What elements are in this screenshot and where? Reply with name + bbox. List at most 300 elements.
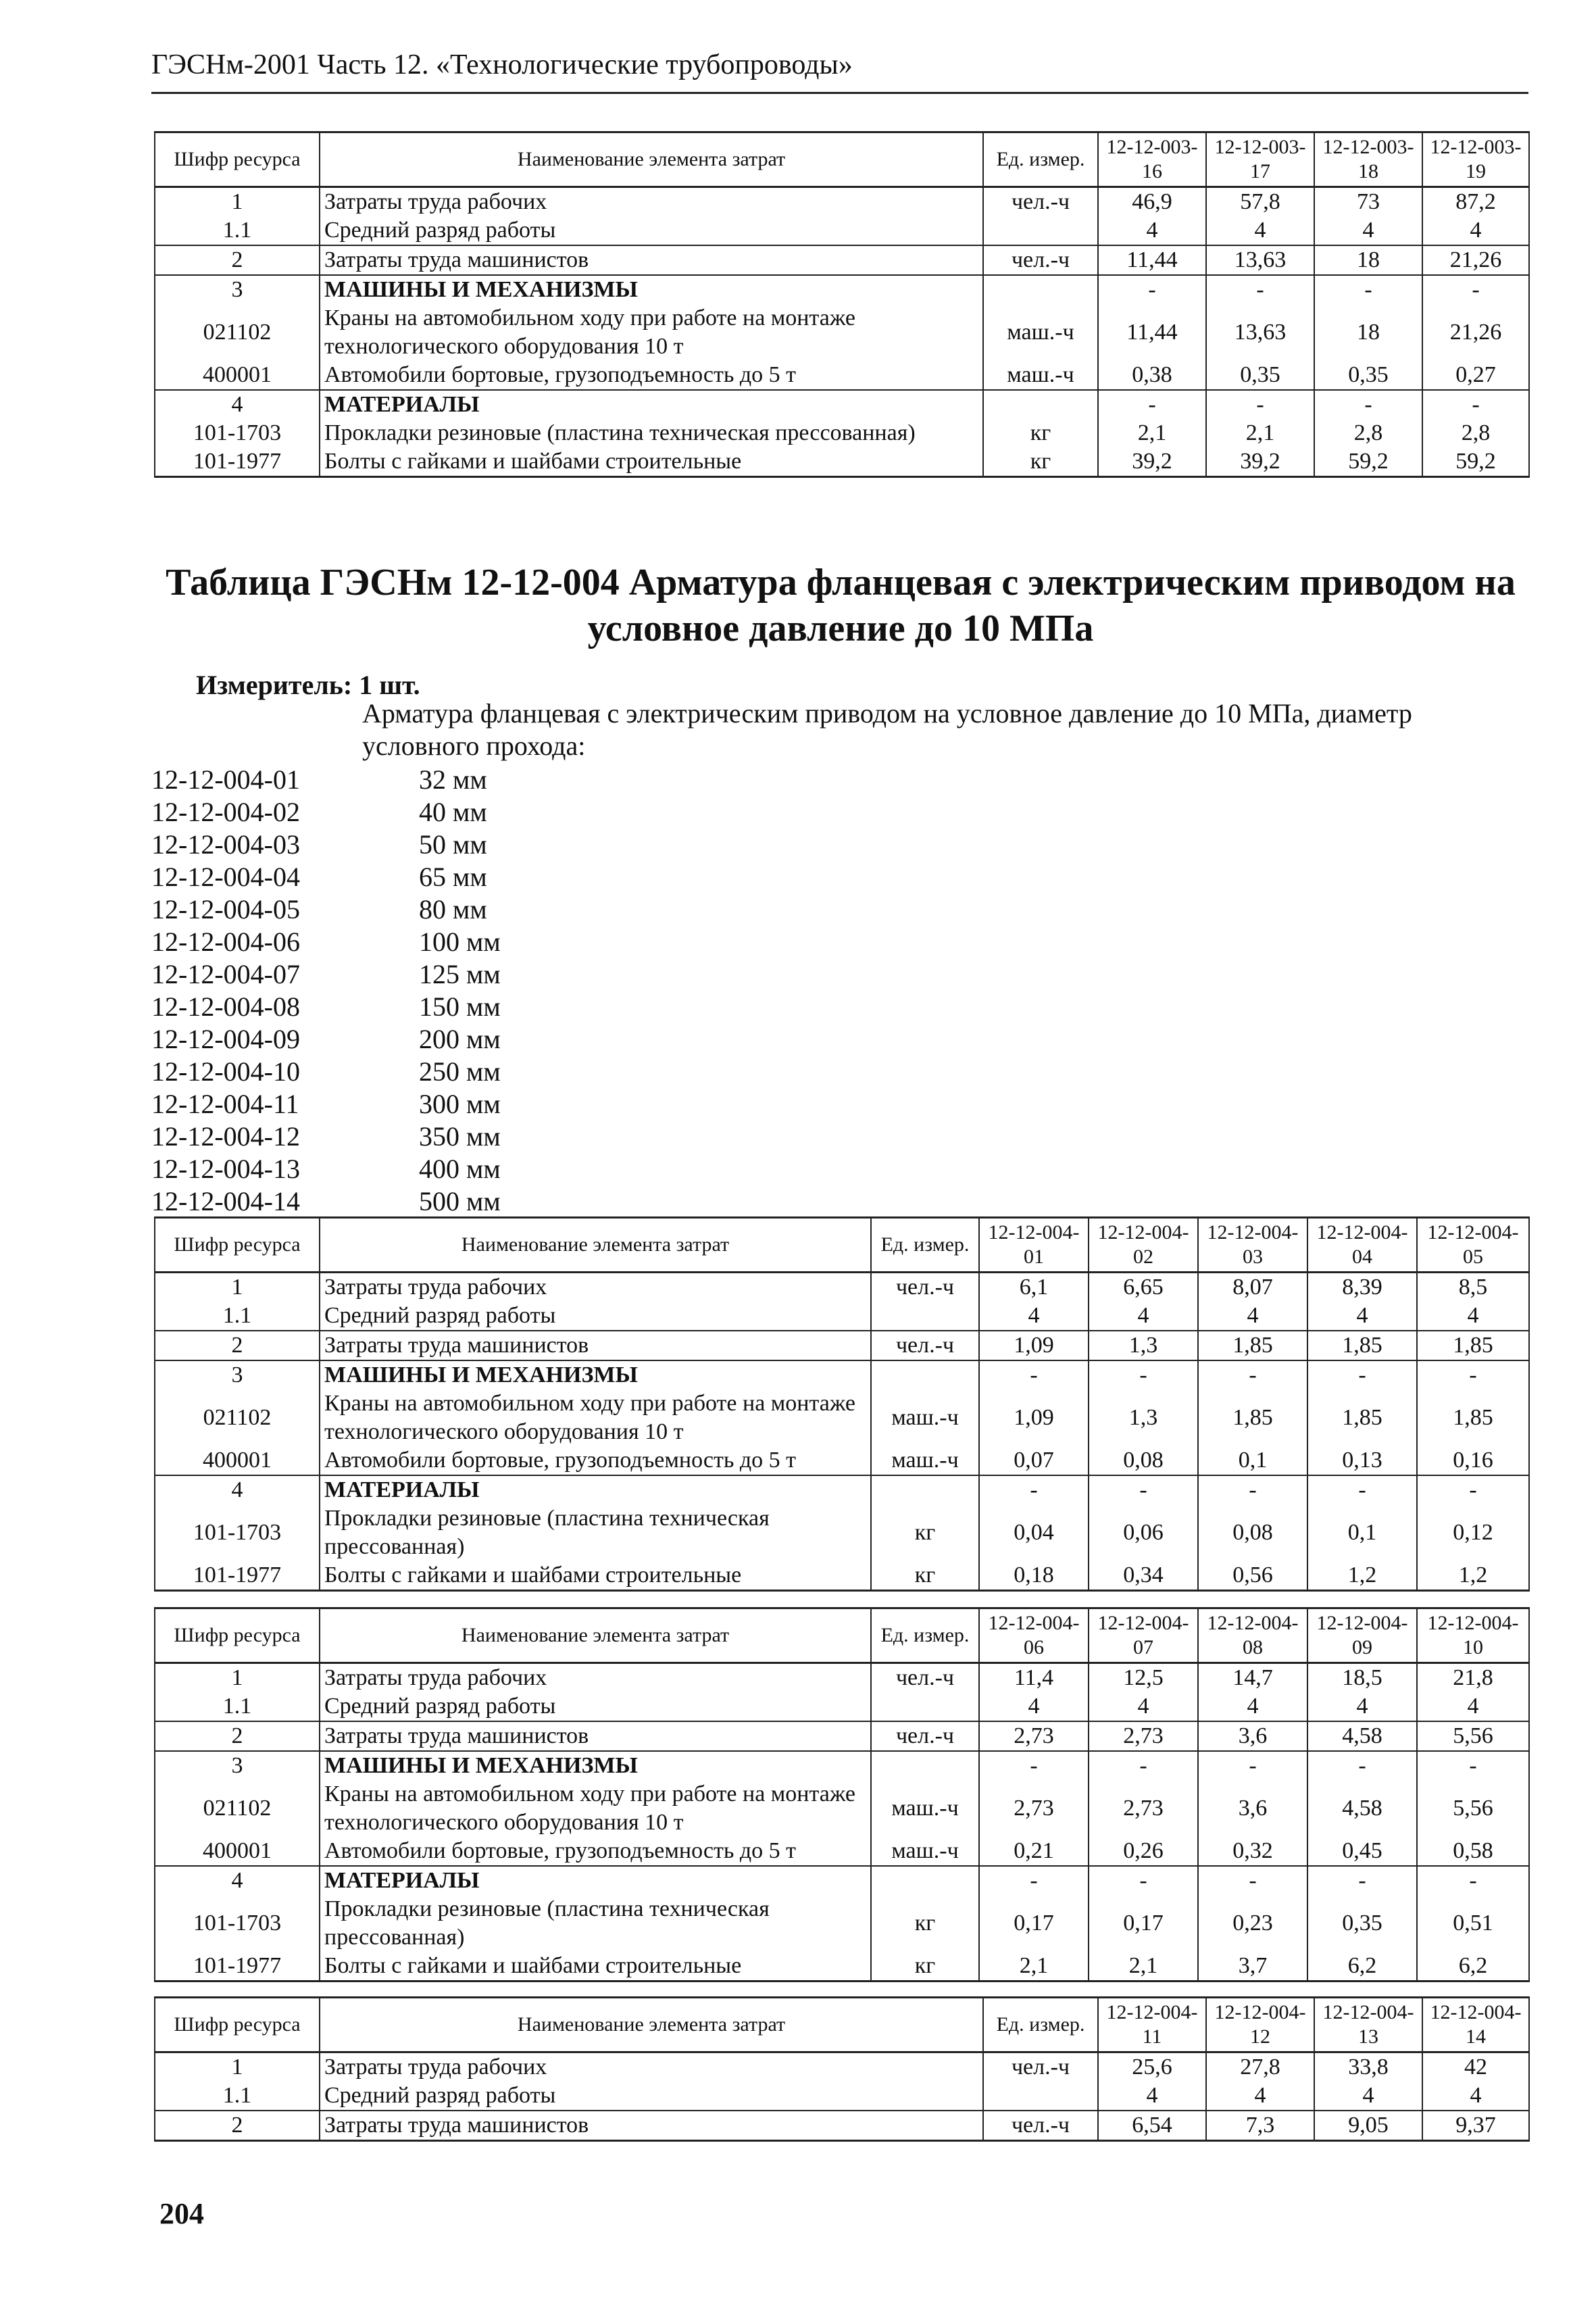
norm-value: 4 — [1098, 2082, 1206, 2111]
norm-value: 0,08 — [1089, 1446, 1198, 1475]
norm-value: 1,85 — [1198, 1389, 1307, 1446]
item-diameter: 50 мм — [419, 829, 487, 860]
norm-value: - — [1098, 390, 1206, 419]
unit — [871, 1751, 979, 1780]
table-row — [155, 1952, 1529, 1981]
unit — [871, 1302, 979, 1331]
norm-value: 4 — [1198, 1302, 1307, 1331]
header-norm-code: 12-12-004-09 — [1307, 1608, 1417, 1663]
norm-value: 1,3 — [1089, 1331, 1198, 1360]
unit: чел.-ч — [871, 1663, 979, 1693]
cost-element-name: Затраты труда рабочих — [320, 187, 983, 217]
unit: маш.-ч — [871, 1446, 979, 1475]
cost-element-name: Затраты труда рабочих — [320, 2052, 983, 2082]
norm-value: - — [1314, 390, 1422, 419]
resource-code: 101-1977 — [155, 1952, 320, 1981]
cost-element-name: Прокладки резиновые (пластина техническая прессованная) — [320, 1504, 871, 1561]
norm-value: 18 — [1314, 245, 1422, 275]
cost-element-name: Автомобили бортовые, грузоподъемность до 5 т — [320, 1837, 871, 1866]
norm-value: 1,85 — [1417, 1389, 1529, 1446]
cost-element-name: Средний разряд работы — [320, 1692, 871, 1721]
resource-code: 101-1977 — [155, 1561, 320, 1591]
table-row — [155, 1475, 1529, 1504]
cost-element-name: Краны на автомобильном ходу при работе на монтаже технологического оборудования 10 т — [320, 1389, 871, 1446]
cost-element-name: МАТЕРИАЛЫ — [320, 1866, 871, 1895]
norm-value: 39,2 — [1206, 447, 1314, 477]
resource-code: 021102 — [155, 1389, 320, 1446]
section-title: Таблица ГЭСНм 12-12-004 Арматура фланцевая с электрическим приводом на условное давление до 10 МПа — [166, 562, 1516, 649]
norm-value: - — [979, 1751, 1089, 1780]
norm-value: 42 — [1422, 2052, 1529, 2082]
resource-code: 021102 — [155, 304, 320, 361]
norm-value: 1,09 — [979, 1389, 1089, 1446]
work-description: Арматура фланцевая с электрическим приводом на условное давление до 10 МПа, диаметр условного прохода: — [362, 698, 1412, 761]
norm-value: 0,45 — [1307, 1837, 1417, 1866]
norm-value: 0,08 — [1198, 1504, 1307, 1561]
norm-value: 11,44 — [1098, 245, 1206, 275]
resource-code: 1 — [155, 187, 320, 217]
header-norm-code: 12-12-004-04 — [1307, 1218, 1417, 1273]
norm-value: 27,8 — [1206, 2052, 1314, 2082]
norm-value: - — [1089, 1751, 1198, 1780]
norm-value: 0,07 — [979, 1446, 1089, 1475]
table-row — [155, 1504, 1529, 1561]
item-code: 12-12-004-13 — [151, 1154, 300, 1184]
unit — [871, 1360, 979, 1389]
item-code: 12-12-004-08 — [151, 991, 300, 1022]
item-row — [151, 1056, 501, 1088]
resource-code: 3 — [155, 1751, 320, 1780]
norm-value: 4 — [1422, 2082, 1529, 2111]
unit: маш.-ч — [983, 361, 1098, 390]
norm-value: - — [1422, 275, 1529, 304]
item-code: 12-12-004-14 — [151, 1186, 300, 1216]
table-row — [155, 1389, 1529, 1446]
norm-value: 9,37 — [1422, 2111, 1529, 2141]
cost-element-name: МАТЕРИАЛЫ — [320, 390, 983, 419]
norm-value: 57,8 — [1206, 187, 1314, 217]
norm-value: 4 — [979, 1692, 1089, 1721]
item-row — [151, 1088, 501, 1121]
cost-element-name: Автомобили бортовые, грузоподъемность до 5 т — [320, 361, 983, 390]
table-row — [155, 1331, 1529, 1360]
norm-value: - — [1307, 1360, 1417, 1389]
resource-code: 4 — [155, 1475, 320, 1504]
norm-value: 0,13 — [1307, 1446, 1417, 1475]
norm-value: 2,8 — [1314, 419, 1422, 447]
norm-value: 3,7 — [1198, 1952, 1307, 1981]
unit: кг — [871, 1561, 979, 1591]
norm-value: - — [1417, 1751, 1529, 1780]
norm-value: - — [1307, 1751, 1417, 1780]
header-norm-code: 12-12-004-10 — [1417, 1608, 1529, 1663]
unit: маш.-ч — [871, 1780, 979, 1837]
header-name: Наименование элемента затрат — [320, 1218, 871, 1273]
item-row — [151, 958, 501, 991]
table-row — [155, 216, 1529, 245]
norm-value: 4 — [1314, 216, 1422, 245]
unit: кг — [983, 419, 1098, 447]
norm-value: 8,5 — [1417, 1273, 1529, 1302]
norm-value: 2,1 — [1206, 419, 1314, 447]
norm-value: - — [1206, 275, 1314, 304]
resource-code: 400001 — [155, 1837, 320, 1866]
header-rule — [151, 92, 1528, 94]
table-header-row — [155, 132, 1529, 187]
norm-value: 0,38 — [1098, 361, 1206, 390]
cost-element-name: Болты с гайками и шайбами строительные — [320, 1561, 871, 1591]
table-row — [155, 1837, 1529, 1866]
cost-element-name: Затраты труда машинистов — [320, 1721, 871, 1751]
norm-value: 11,44 — [1098, 304, 1206, 361]
item-code: 12-12-004-03 — [151, 829, 300, 860]
norm-value: 2,1 — [1098, 419, 1206, 447]
norm-value: - — [1089, 1866, 1198, 1895]
header-norm-code: 12-12-004-06 — [979, 1608, 1089, 1663]
norm-value: - — [979, 1360, 1089, 1389]
norm-table-003 — [154, 131, 1530, 478]
unit — [871, 1475, 979, 1504]
norm-value: - — [1198, 1751, 1307, 1780]
header-code: Шифр ресурса — [155, 1608, 320, 1663]
norm-value: 21,26 — [1422, 304, 1529, 361]
norm-value: - — [1422, 390, 1529, 419]
header-name: Наименование элемента затрат — [320, 1608, 871, 1663]
norm-value: 6,65 — [1089, 1273, 1198, 1302]
norm-value: - — [1198, 1475, 1307, 1504]
table-row — [155, 2111, 1529, 2141]
table-header-row — [155, 1998, 1529, 2052]
item-code: 12-12-004-02 — [151, 797, 300, 827]
norm-value: - — [1314, 275, 1422, 304]
norm-value: 21,8 — [1417, 1663, 1529, 1693]
item-diameter: 100 мм — [419, 927, 501, 957]
table-row — [155, 1721, 1529, 1751]
norm-value: 0,18 — [979, 1561, 1089, 1591]
table-row — [155, 245, 1529, 275]
norm-value: 4 — [1307, 1692, 1417, 1721]
header-norm-code: 12-12-003-17 — [1206, 132, 1314, 187]
cost-element-name: Затраты труда машинистов — [320, 1331, 871, 1360]
item-row — [151, 991, 501, 1023]
table-header-row — [155, 1218, 1529, 1273]
norm-value: 5,56 — [1417, 1780, 1529, 1837]
norm-value: 0,06 — [1089, 1504, 1198, 1561]
resource-code: 2 — [155, 245, 320, 275]
cost-element-name: Болты с гайками и шайбами строительные — [320, 447, 983, 477]
norm-value: 2,8 — [1422, 419, 1529, 447]
unit: кг — [983, 447, 1098, 477]
norm-value: 39,2 — [1098, 447, 1206, 477]
norm-value: 4 — [1314, 2082, 1422, 2111]
item-row — [151, 1185, 501, 1218]
norm-value: 4 — [1417, 1302, 1529, 1331]
item-code: 12-12-004-11 — [151, 1089, 299, 1119]
norm-value: 3,6 — [1198, 1721, 1307, 1751]
resource-code: 2 — [155, 1331, 320, 1360]
item-diameter: 350 мм — [419, 1121, 501, 1152]
header-name: Наименование элемента затрат — [320, 132, 983, 187]
table-row — [155, 361, 1529, 390]
norm-value: - — [1417, 1360, 1529, 1389]
resource-code: 2 — [155, 1721, 320, 1751]
unit — [983, 2082, 1098, 2111]
norm-value: 73 — [1314, 187, 1422, 217]
header-norm-code: 12-12-004-14 — [1422, 1998, 1529, 2052]
unit: чел.-ч — [983, 2052, 1098, 2082]
header-norm-code: 12-12-004-03 — [1198, 1218, 1307, 1273]
norm-value: 18 — [1314, 304, 1422, 361]
table-row — [155, 1895, 1529, 1952]
unit — [871, 1692, 979, 1721]
item-code: 12-12-004-10 — [151, 1056, 300, 1087]
unit: чел.-ч — [983, 245, 1098, 275]
item-diameter: 200 мм — [419, 1024, 501, 1054]
item-row — [151, 893, 501, 926]
unit: чел.-ч — [871, 1721, 979, 1751]
norm-value: 0,34 — [1089, 1561, 1198, 1591]
item-row — [151, 764, 501, 796]
norm-value: 4 — [1307, 1302, 1417, 1331]
resource-code: 2 — [155, 2111, 320, 2141]
item-diameter: 250 мм — [419, 1056, 501, 1087]
resource-code: 021102 — [155, 1780, 320, 1837]
header-norm-code: 12-12-004-12 — [1206, 1998, 1314, 2052]
norm-value: - — [1307, 1866, 1417, 1895]
header-norm-code: 12-12-003-16 — [1098, 132, 1206, 187]
norm-table-004-b — [154, 1607, 1530, 1982]
norm-value: 1,09 — [979, 1331, 1089, 1360]
norm-value: 1,3 — [1089, 1389, 1198, 1446]
norm-value: 4 — [1206, 2082, 1314, 2111]
resource-code: 101-1703 — [155, 419, 320, 447]
resource-code: 4 — [155, 1866, 320, 1895]
unit: чел.-ч — [871, 1331, 979, 1360]
norm-value: 4 — [1422, 216, 1529, 245]
table-row — [155, 390, 1529, 419]
header-norm-code: 12-12-004-13 — [1314, 1998, 1422, 2052]
norm-value: 4 — [1089, 1692, 1198, 1721]
table-row — [155, 1663, 1529, 1693]
header-norm-code: 12-12-003-18 — [1314, 132, 1422, 187]
norm-value: 6,1 — [979, 1273, 1089, 1302]
norm-value: 0,56 — [1198, 1561, 1307, 1591]
table-row — [155, 1780, 1529, 1837]
cost-element-name: Краны на автомобильном ходу при работе на монтаже технологического оборудования 10 т — [320, 304, 983, 361]
norm-value: 0,27 — [1422, 361, 1529, 390]
header-norm-code: 12-12-004-07 — [1089, 1608, 1198, 1663]
item-row — [151, 796, 501, 829]
resource-code: 101-1703 — [155, 1895, 320, 1952]
norm-value: 1,2 — [1307, 1561, 1417, 1591]
norm-value: 0,1 — [1307, 1504, 1417, 1561]
table-row — [155, 304, 1529, 361]
cost-element-name: МАШИНЫ И МЕХАНИЗМЫ — [320, 275, 983, 304]
norm-value: 2,73 — [1089, 1780, 1198, 1837]
table-row — [155, 2052, 1529, 2082]
norm-value: - — [1089, 1360, 1198, 1389]
norm-value: 2,73 — [979, 1721, 1089, 1751]
cost-element-name: Болты с гайками и шайбами строительные — [320, 1952, 871, 1981]
item-code: 12-12-004-06 — [151, 927, 300, 957]
item-diameter: 32 мм — [419, 764, 487, 795]
header-unit: Ед. измер. — [983, 132, 1098, 187]
norm-value: 6,2 — [1307, 1952, 1417, 1981]
item-diameter: 40 мм — [419, 797, 487, 827]
norm-value: 2,73 — [1089, 1721, 1198, 1751]
resource-code: 3 — [155, 1360, 320, 1389]
norm-value: 0,26 — [1089, 1837, 1198, 1866]
item-row — [151, 861, 501, 893]
norm-value: 59,2 — [1422, 447, 1529, 477]
resource-code: 1 — [155, 2052, 320, 2082]
norm-value: 14,7 — [1198, 1663, 1307, 1693]
header-norm-code: 12-12-004-08 — [1198, 1608, 1307, 1663]
norm-value: - — [1198, 1360, 1307, 1389]
item-diameter: 80 мм — [419, 894, 487, 925]
header-unit: Ед. измер. — [871, 1218, 979, 1273]
unit — [983, 216, 1098, 245]
header-norm-code: 12-12-004-02 — [1089, 1218, 1198, 1273]
item-row — [151, 1121, 501, 1153]
norm-value: 4,58 — [1307, 1721, 1417, 1751]
norm-value: 4 — [1098, 216, 1206, 245]
norm-value: 4 — [1417, 1692, 1529, 1721]
norm-value: 5,56 — [1417, 1721, 1529, 1751]
table-row — [155, 1360, 1529, 1389]
item-row — [151, 829, 501, 861]
header-norm-code: 12-12-004-05 — [1417, 1218, 1529, 1273]
unit — [983, 390, 1098, 419]
norm-value: 4,58 — [1307, 1780, 1417, 1837]
table-row — [155, 275, 1529, 304]
cost-element-name: Затраты труда рабочих — [320, 1273, 871, 1302]
table-row — [155, 187, 1529, 217]
item-row — [151, 926, 501, 958]
resource-code: 101-1703 — [155, 1504, 320, 1561]
norm-value: 0,35 — [1307, 1895, 1417, 1952]
norm-table-004-a — [154, 1216, 1530, 1592]
norm-value: 0,04 — [979, 1504, 1089, 1561]
resource-code: 3 — [155, 275, 320, 304]
item-code: 12-12-004-09 — [151, 1024, 300, 1054]
unit: чел.-ч — [983, 187, 1098, 217]
resource-code: 1.1 — [155, 2082, 320, 2111]
unit: маш.-ч — [983, 304, 1098, 361]
norm-value: 0,58 — [1417, 1837, 1529, 1866]
cost-element-name: Краны на автомобильном ходу при работе на монтаже технологического оборудования 10 т — [320, 1780, 871, 1837]
norm-value: 1,85 — [1307, 1389, 1417, 1446]
norm-value: - — [979, 1475, 1089, 1504]
header-code: Шифр ресурса — [155, 1218, 320, 1273]
unit: маш.-ч — [871, 1389, 979, 1446]
norm-value: 13,63 — [1206, 245, 1314, 275]
norm-value: 0,16 — [1417, 1446, 1529, 1475]
item-row — [151, 1153, 501, 1185]
item-code: 12-12-004-01 — [151, 764, 300, 795]
item-diameter: 125 мм — [419, 959, 501, 989]
item-diameter: 150 мм — [419, 991, 501, 1022]
norm-value: - — [1089, 1475, 1198, 1504]
header-name: Наименование элемента затрат — [320, 1998, 983, 2052]
table-row — [155, 2082, 1529, 2111]
norm-value: - — [1417, 1475, 1529, 1504]
cost-element-name: МАТЕРИАЛЫ — [320, 1475, 871, 1504]
norm-value: 0,35 — [1314, 361, 1422, 390]
norm-value: 18,5 — [1307, 1663, 1417, 1693]
header-unit: Ед. измер. — [983, 1998, 1098, 2052]
table-row — [155, 1561, 1529, 1591]
norm-value: 21,26 — [1422, 245, 1529, 275]
item-code: 12-12-004-07 — [151, 959, 300, 989]
table-row — [155, 447, 1529, 477]
table-row — [155, 1273, 1529, 1302]
resource-code: 1.1 — [155, 1302, 320, 1331]
resource-code: 1 — [155, 1273, 320, 1302]
norm-value: 1,85 — [1417, 1331, 1529, 1360]
norm-value: 25,6 — [1098, 2052, 1206, 2082]
norm-value: 0,17 — [1089, 1895, 1198, 1952]
norm-value: 4 — [1089, 1302, 1198, 1331]
norm-value: 2,73 — [979, 1780, 1089, 1837]
unit: кг — [871, 1952, 979, 1981]
item-code: 12-12-004-04 — [151, 862, 300, 892]
unit: чел.-ч — [871, 1273, 979, 1302]
cost-element-name: Средний разряд работы — [320, 1302, 871, 1331]
norm-table-004-c — [154, 1996, 1530, 2142]
unit: кг — [871, 1895, 979, 1952]
norm-value: 6,54 — [1098, 2111, 1206, 2141]
norm-value: 2,1 — [1089, 1952, 1198, 1981]
table-row — [155, 1446, 1529, 1475]
norm-value: - — [1307, 1475, 1417, 1504]
norm-value: 8,39 — [1307, 1273, 1417, 1302]
norm-value: 12,5 — [1089, 1663, 1198, 1693]
cost-element-name: МАШИНЫ И МЕХАНИЗМЫ — [320, 1751, 871, 1780]
resource-code: 101-1977 — [155, 447, 320, 477]
page-number: 204 — [159, 2197, 204, 2230]
resource-code: 400001 — [155, 1446, 320, 1475]
header-norm-code: 12-12-004-11 — [1098, 1998, 1206, 2052]
norm-value: - — [1206, 390, 1314, 419]
cost-element-name: Затраты труда машинистов — [320, 245, 983, 275]
norm-value: 0,35 — [1206, 361, 1314, 390]
cost-element-name: Прокладки резиновые (пластина техническая прессованная) — [320, 419, 983, 447]
norm-value: 1,85 — [1307, 1331, 1417, 1360]
norm-value: 46,9 — [1098, 187, 1206, 217]
resource-code: 1.1 — [155, 216, 320, 245]
norm-value: 0,17 — [979, 1895, 1089, 1952]
unit: чел.-ч — [983, 2111, 1098, 2141]
norm-value: 11,4 — [979, 1663, 1089, 1693]
norm-value: - — [979, 1866, 1089, 1895]
norm-value: - — [1098, 275, 1206, 304]
norm-value: 0,12 — [1417, 1504, 1529, 1561]
item-row — [151, 1023, 501, 1056]
header-unit: Ед. измер. — [871, 1608, 979, 1663]
item-diameter: 400 мм — [419, 1154, 501, 1184]
norm-value: - — [1198, 1866, 1307, 1895]
table-row — [155, 1751, 1529, 1780]
norm-value: 6,2 — [1417, 1952, 1529, 1981]
norm-value: 1,85 — [1198, 1331, 1307, 1360]
norm-value: 4 — [1198, 1692, 1307, 1721]
norm-value: 33,8 — [1314, 2052, 1422, 2082]
norm-value: 0,21 — [979, 1837, 1089, 1866]
table-header-row — [155, 1608, 1529, 1663]
resource-code: 400001 — [155, 361, 320, 390]
norm-value: 4 — [1206, 216, 1314, 245]
